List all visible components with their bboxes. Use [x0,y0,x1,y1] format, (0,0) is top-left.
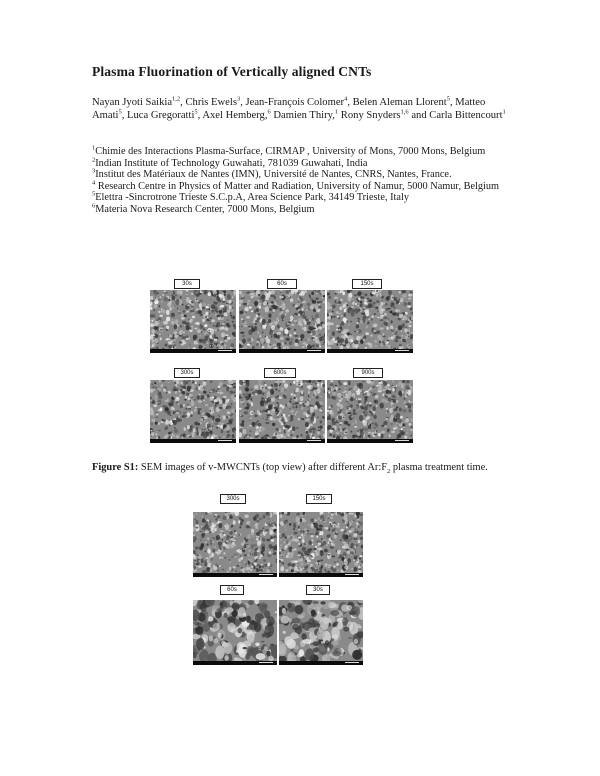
author-affil-sup: 1,2 [172,95,181,103]
affiliation-number: 4 [92,179,96,187]
author-affil-sup: 4 [344,95,348,103]
author-affil-sup: 5 [446,95,450,103]
author-name: Jean-François Colomer [245,97,345,108]
author-affil-sup: 5 [194,108,198,116]
author-affil-sup: 6 [267,108,271,116]
affiliation-text: Elettra -Sincrotrone Trieste S.C.p.A, Area Science Park, 34149 Trieste, Italy [95,192,409,204]
affiliation-text: Research Centre in Physics of Matter and Radiation, University of Namur, 5000 Namur, Belgium [95,180,500,192]
author-affil-sup: 1 [334,108,339,116]
scale-bar [239,439,325,443]
caption-text: SEM images of v-MWCNTs (top view) after different Ar:F [140,462,387,473]
affiliation-number: 3 [92,167,96,175]
scale-bar [193,573,277,577]
author-affil-sup: 3 [236,95,241,103]
affiliation [92,192,512,204]
sem-image [279,600,363,665]
affiliation-number: 2 [92,156,96,164]
caption-subscript: 2 [387,468,391,476]
author-name: Chris Ewels [185,97,237,108]
time-label: 60s [220,585,244,595]
author-affil-sup: 1 [502,108,506,116]
scale-bar [150,349,236,353]
sem-texture [279,512,363,573]
sem-texture [239,290,325,349]
sem-texture [327,380,413,439]
affiliation-text: Indian Institute of Technology Guwahati, 781039 Guwahati, India [95,157,368,169]
affiliation-list [92,146,512,216]
scale-bar [193,661,277,665]
author-name: Nayan Jyoti Saikia [92,97,173,108]
author-affil-sup: 1,6 [400,108,409,116]
affiliation-text: Materia Nova Research Center, 7000 Mons, Belgium [95,203,315,215]
time-label: 600s [264,368,296,378]
affiliation [92,204,512,216]
sem-texture [193,512,277,573]
scale-bar [279,573,363,577]
scale-bar [327,349,413,353]
affiliation-text: Institut des Matériaux de Nantes (IMN), Université de Nantes, CNRS, Nantes, France. [95,169,452,181]
author-name: Rony Snyders [340,110,401,122]
sem-image [193,512,277,577]
time-label: 300s [220,494,246,504]
author-name: Belen Aleman Llorent [352,97,447,108]
affiliation-text: Chimie des Interactions Plasma-Surface, CIRMAP , University of Mons, 7000 Mons, Belgium [95,146,486,157]
sem-texture [193,600,277,661]
sem-texture [327,290,413,349]
sem-image [239,380,325,443]
sem-texture [279,600,363,661]
scale-bar [279,661,363,665]
author-name: Carla Bittencourt [429,110,503,122]
author-name: Matteo Amati [92,97,486,122]
time-label: 900s [353,368,383,378]
time-label: 60s [267,279,297,289]
sem-texture [150,380,236,439]
sem-image [239,290,325,353]
caption-label: Figure S1: [92,462,139,473]
author-name: Axel Hemberg [202,110,265,122]
caption-text-end: plasma treatment time. [390,462,488,473]
affiliation [92,158,512,170]
affiliation [92,169,512,181]
scale-bar [150,439,236,443]
affiliation [92,181,512,193]
time-label: 150s [306,494,332,504]
scale-bar [239,349,325,353]
time-label: 30s [306,585,330,595]
scale-bar [327,439,413,443]
author-list: Nayan Jyoti Saikia$^{1,2}$, Chris Ewels$^3$, Jean-François Colomer$^4$, Belen Aleman Llorent$^5$, Matteo Amati$^5$, Luca Gregoratti$^5$, Axel Hemberg,$^6$ Damien Thiry,$^1$ Rony Snyders$^{1,6}$ and Carla Bittencourt$^1$ [92,95,506,122]
figure-caption [92,462,512,475]
sem-texture [150,290,236,349]
sem-image [279,512,363,577]
sem-image [327,290,413,353]
paper-title: Plasma Fluorination of Vertically aligned CNTs [92,64,372,79]
time-label: 30s [174,279,200,289]
author-name: Damien Thiry [273,110,333,122]
time-label: 300s [174,368,200,378]
affiliation [92,146,512,158]
sem-image [193,600,277,665]
sem-texture [239,380,325,439]
sem-image [150,380,236,443]
sem-image [150,290,236,353]
affiliation-number: 6 [92,202,96,210]
time-label: 150s [352,279,382,289]
author-affil-sup: 5 [118,108,122,116]
author-name: Luca Gregoratti [127,110,195,122]
affiliation-number: 5 [92,190,96,198]
sem-image [327,380,413,443]
author-conjunction: and [411,110,427,122]
affiliation-number: 1 [92,144,96,152]
